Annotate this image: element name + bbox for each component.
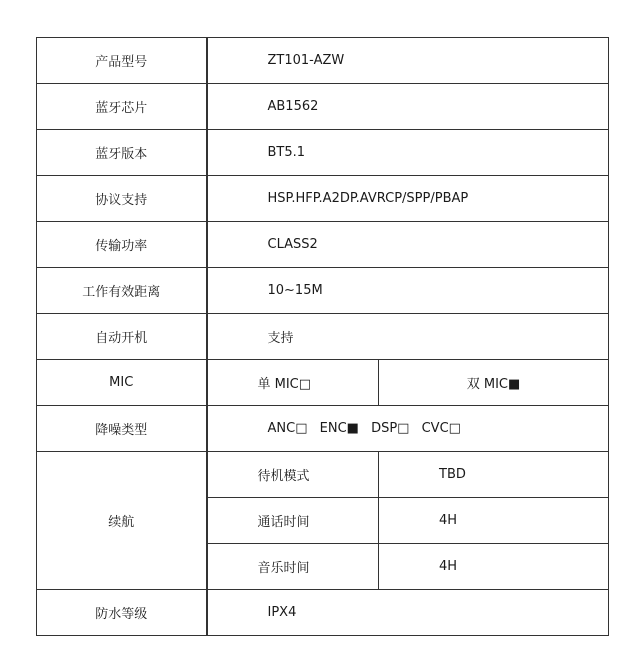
table-row-protocols [37,176,609,222]
spec-table [36,37,609,636]
table-row-range [37,268,609,314]
power-label: 传输功率 [37,222,207,268]
noise-option-cvc: CVC□ [421,421,461,436]
noise-options [207,406,609,452]
table-row-waterproof [37,590,609,636]
table-row-chip [37,84,609,130]
range-value: 10~15M [207,268,609,314]
range-label: 工作有效距离 [37,268,207,314]
noise-option-dsp: DSP□ [371,421,410,436]
talk-time-value: 4H [379,498,609,544]
waterproof-label: 防水等级 [37,590,207,636]
mic-single: 单 MIC□ [207,360,379,406]
battery-label: 续航 [37,452,207,590]
table-row-bt-version [37,130,609,176]
protocols-label: 协议支持 [37,176,207,222]
noise-label: 降噪类型 [37,406,207,452]
music-time-value: 4H [379,544,609,590]
auto-power-value: 支持 [207,314,609,360]
mic-dual: 双 MIC■ [379,360,609,406]
model-value: ZT101-AZW [207,38,609,84]
noise-option-enc: ENC■ [319,421,359,436]
model-label: 产品型号 [37,38,207,84]
mic-label: MIC [37,360,207,406]
chip-label: 蓝牙芯片 [37,84,207,130]
power-value: CLASS2 [207,222,609,268]
protocols-value: HSP.HFP.A2DP.AVRCP/SPP/PBAP [207,176,609,222]
bt-version-label: 蓝牙版本 [37,130,207,176]
table-row-standby [37,452,609,498]
table-row-auto-power [37,314,609,360]
table-row-power [37,222,609,268]
bt-version-value: BT5.1 [207,130,609,176]
noise-option-anc: ANC□ [267,421,308,436]
standby-label: 待机模式 [207,452,379,498]
waterproof-value: IPX4 [207,590,609,636]
auto-power-label: 自动开机 [37,314,207,360]
standby-value: TBD [379,452,609,498]
table-row-mic [37,360,609,406]
table-row-noise [37,406,609,452]
talk-time-label: 通话时间 [207,498,379,544]
music-time-label: 音乐时间 [207,544,379,590]
chip-value: AB1562 [207,84,609,130]
table-row-model [37,38,609,84]
